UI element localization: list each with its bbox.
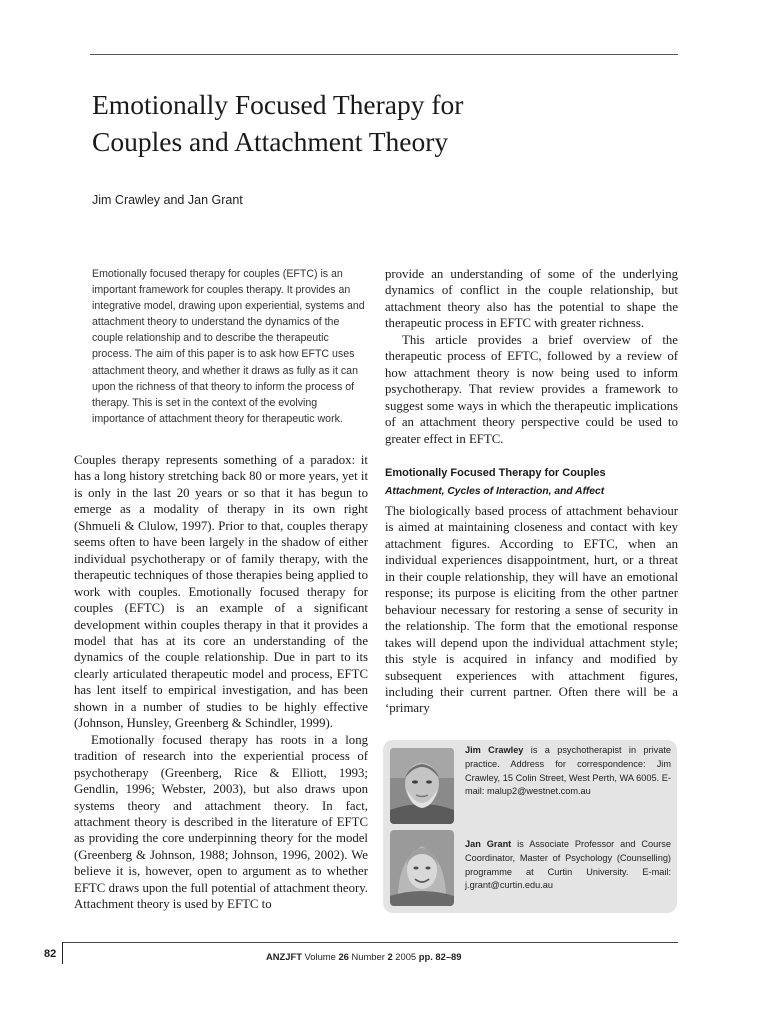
footer-divider — [62, 942, 63, 964]
subsection-heading: Attachment, Cycles of Interaction, and Affect — [385, 486, 605, 497]
volume-label: Volume — [304, 951, 336, 962]
volume-number: 26 — [338, 951, 349, 962]
body-paragraph: Emotionally focused therapy has roots in a long tradition of research into the experiential process of psychotherapy (Greenberg, Rice & Elliott, 1993; Gendlin, 1996; Webster, 2003), but also draws upon systems theory and attachment theory. In fact, attachment theory is described in the literature of EFTC as providing the core underpinning theory for the model (Greenberg & Johnson, 1988; Johnson, 1996, 2002). We believe it is, however, open to argument as to whether EFTC draws upon the full potential of attachment theory. Attachment theory is used by EFTC to — [74, 732, 368, 912]
page-number: 82 — [44, 948, 57, 960]
abstract: Emotionally focused therapy for couples (EFTC) is an important framework for couples therapy. It provides an integrative model, drawing upon experiential, systems and attachment theory to understand the dynamics of the couple relationship and to describe the therapeutic process. The aim of this paper is to ask how EFTC uses attachment theory, and whether it draws as fully as it can upon the richness of that theory to inform the process of therapy. This is set in the context of the evolving importance of attachment theory for therapeutic work. — [92, 268, 365, 425]
section-heading: Emotionally Focused Therapy for Couples — [385, 467, 606, 479]
bio-name-grant: Jan Grant — [465, 839, 512, 849]
bio-name-crawley: Jim Crawley — [465, 745, 524, 755]
journal-name: ANZJFT — [266, 951, 302, 962]
body-column-right-bottom — [385, 503, 678, 717]
author-photo-crawley — [390, 748, 454, 824]
title-line-1: Emotionally Focused Therapy for — [92, 89, 464, 120]
body-paragraph: This article provides a brief overview of the therapeutic process of EFTC, followed by a review of how attachment theory is now being used to inform psychotherapy. That review provides a framework to suggest some ways in which the therapeutic implications of an attachment theory perspective could be used to greater effect in EFTC. — [385, 332, 678, 446]
article-title — [92, 86, 652, 160]
number-label: Number — [351, 951, 385, 962]
footer-rule — [62, 942, 678, 943]
author-bio-box — [383, 740, 677, 913]
author-photo-grant — [390, 830, 454, 906]
bio-text-crawley: is a psychotherapist in private practice. Address for correspondence: Jim Crawley, 15 Colin Street, West Perth, WA 6005. E-mail: malup2@westnet.com.au — [465, 745, 671, 797]
top-rule — [90, 54, 678, 55]
body-column-left — [74, 452, 368, 913]
author-byline: Jim Crawley and Jan Grant — [92, 193, 243, 207]
body-paragraph: The biologically based process of attachment behaviour is aimed at maintaining closeness and contact with key attachment figures. According to EFTC, when an individual experiences disappointment, hurt, or a threat in their couple relationship, they will have an emotional response; its purpose is eliciting from the other partner behaviour necessary for restoring a sense of security in the relationship. The form that the emotional response takes will depend upon the individual attachment style; this style is acquired in infancy and modified by subsequent experiences with attachment figures, including their current partner. Often there will be a ‘primary — [385, 504, 678, 716]
body-column-right-top — [385, 266, 678, 447]
journal-citation — [266, 951, 461, 962]
bio-text-grant: is Associate Professor and Course Coordinator, Master of Psychology (Counselling) programme at Curtin University. E-mail: j.grant@curtin.edu.au — [465, 839, 672, 891]
title-line-2: Couples and Attachment Theory — [92, 126, 449, 157]
issue-number: 2 — [387, 951, 393, 962]
page-range: pp. 82–89 — [418, 951, 462, 962]
author-bio-crawley — [465, 744, 671, 799]
body-paragraph: Couples therapy represents something of a paradox: it has a long history stretching back 80 or more years, yet it is only in the last 20 years or so that it has begun to emerge as a modality of therapy in its own right (Shmueli & Clulow, 1997). Prior to that, couples therapy seems often to have been largely in the shadow of either individual psychotherapy or of family therapy, with the therapeutic techniques of those therapies being applied to work with couples. Emotionally focused therapy for couples (EFTC) is an example of a significant development within couples therapy in that it provides a model that has at its core an understanding of the dynamics of the couple relationship. Due in part to its clearly articulated therapeutic model and process, EFTC has lent itself to empirical investigation, and has been shown in a number of studies to be highly effective (Johnson, Hunsley, Greenberg & Schindler, 1999). — [74, 453, 368, 731]
author-bio-grant — [465, 838, 671, 893]
year: 2005 — [395, 951, 417, 962]
body-paragraph: provide an understanding of some of the underlying dynamics of conflict in the couple relationship, but attachment theory also has the potential to shape the therapeutic process in EFTC with greater richness. — [385, 267, 678, 331]
